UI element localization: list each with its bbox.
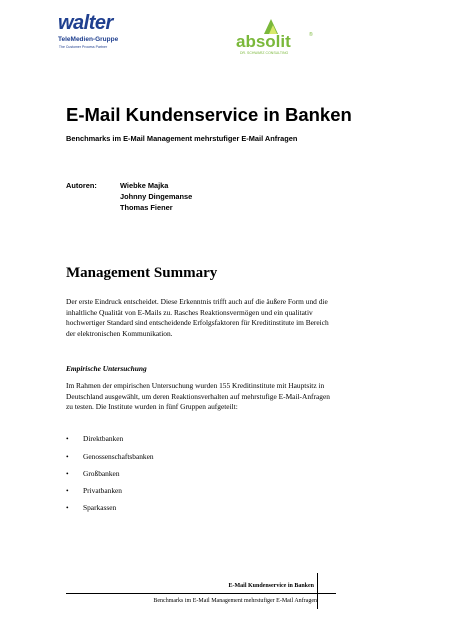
- absolit-wordmark: absolit: [236, 32, 291, 51]
- list-item-label: Sparkassen: [83, 503, 117, 512]
- author-name: Wiebke Majka: [120, 181, 169, 190]
- subsection-heading: Empirische Untersuchung: [66, 364, 147, 373]
- walter-tagline: The Customer Process Partner: [58, 45, 108, 49]
- footer-divider: [66, 593, 336, 594]
- footer-subtitle: Benchmarks im E-Mail Management mehrstufiger E-Mail Anfragen: [153, 598, 317, 604]
- author-name: Thomas Fiener: [120, 203, 173, 212]
- walter-group-name: TeleMedien-Gruppe: [58, 36, 119, 43]
- document-title: E-Mail Kundenservice in Banken: [66, 104, 352, 125]
- bullet-icon: •: [66, 486, 69, 495]
- bullet-icon: •: [66, 452, 69, 461]
- bullet-icon: •: [66, 503, 69, 512]
- footer-vertical-rule: [317, 573, 318, 609]
- list-item-label: Direktbanken: [83, 434, 124, 443]
- bullet-icon: •: [66, 434, 69, 443]
- section-heading: Management Summary: [66, 265, 218, 281]
- author-name: Johnny Dingemanse: [120, 192, 193, 201]
- walter-wordmark: walter: [58, 12, 113, 34]
- document-subtitle: Benchmarks im E-Mail Management mehrstufiger E-Mail Anfragen: [66, 134, 298, 143]
- bullet-icon: •: [66, 469, 69, 478]
- absolit-logo: [236, 18, 328, 56]
- walter-logo: [58, 12, 119, 58]
- authors-label: Autoren:: [66, 181, 97, 190]
- intro-paragraph: Der erste Eindruck entscheidet. Diese Erkenntnis trifft auch auf die äußere Form und die inhaltliche Qualität von E-Mails zu. Rasches Reaktionsvermögen und ein qualitativ hochwertiger Standard sind entscheidende Erfolgsfaktoren für Kreditinstitute im Bereich der elektronischen Kommunikation.: [66, 297, 329, 338]
- absolit-registered-mark: ®: [309, 32, 313, 38]
- list-item-label: Privatbanken: [83, 486, 122, 495]
- list-item-label: Großbanken: [83, 469, 120, 478]
- footer-title: E-Mail Kundenservice in Banken: [228, 583, 314, 589]
- absolit-tagline: DR. SCHWARZ CONSULTING: [240, 51, 289, 55]
- study-paragraph: Im Rahmen der empirischen Untersuchung wurden 155 Kreditinstitute mit Hauptsitz in Deutschland ausgewählt, um deren Reaktionsverhalten auf mehrstufige E-Mail-Anfragen zu testen. Die Institute wurden in fünf Gruppen aufgeteilt:: [66, 381, 330, 411]
- list-item-label: Genossenschaftsbanken: [83, 452, 154, 461]
